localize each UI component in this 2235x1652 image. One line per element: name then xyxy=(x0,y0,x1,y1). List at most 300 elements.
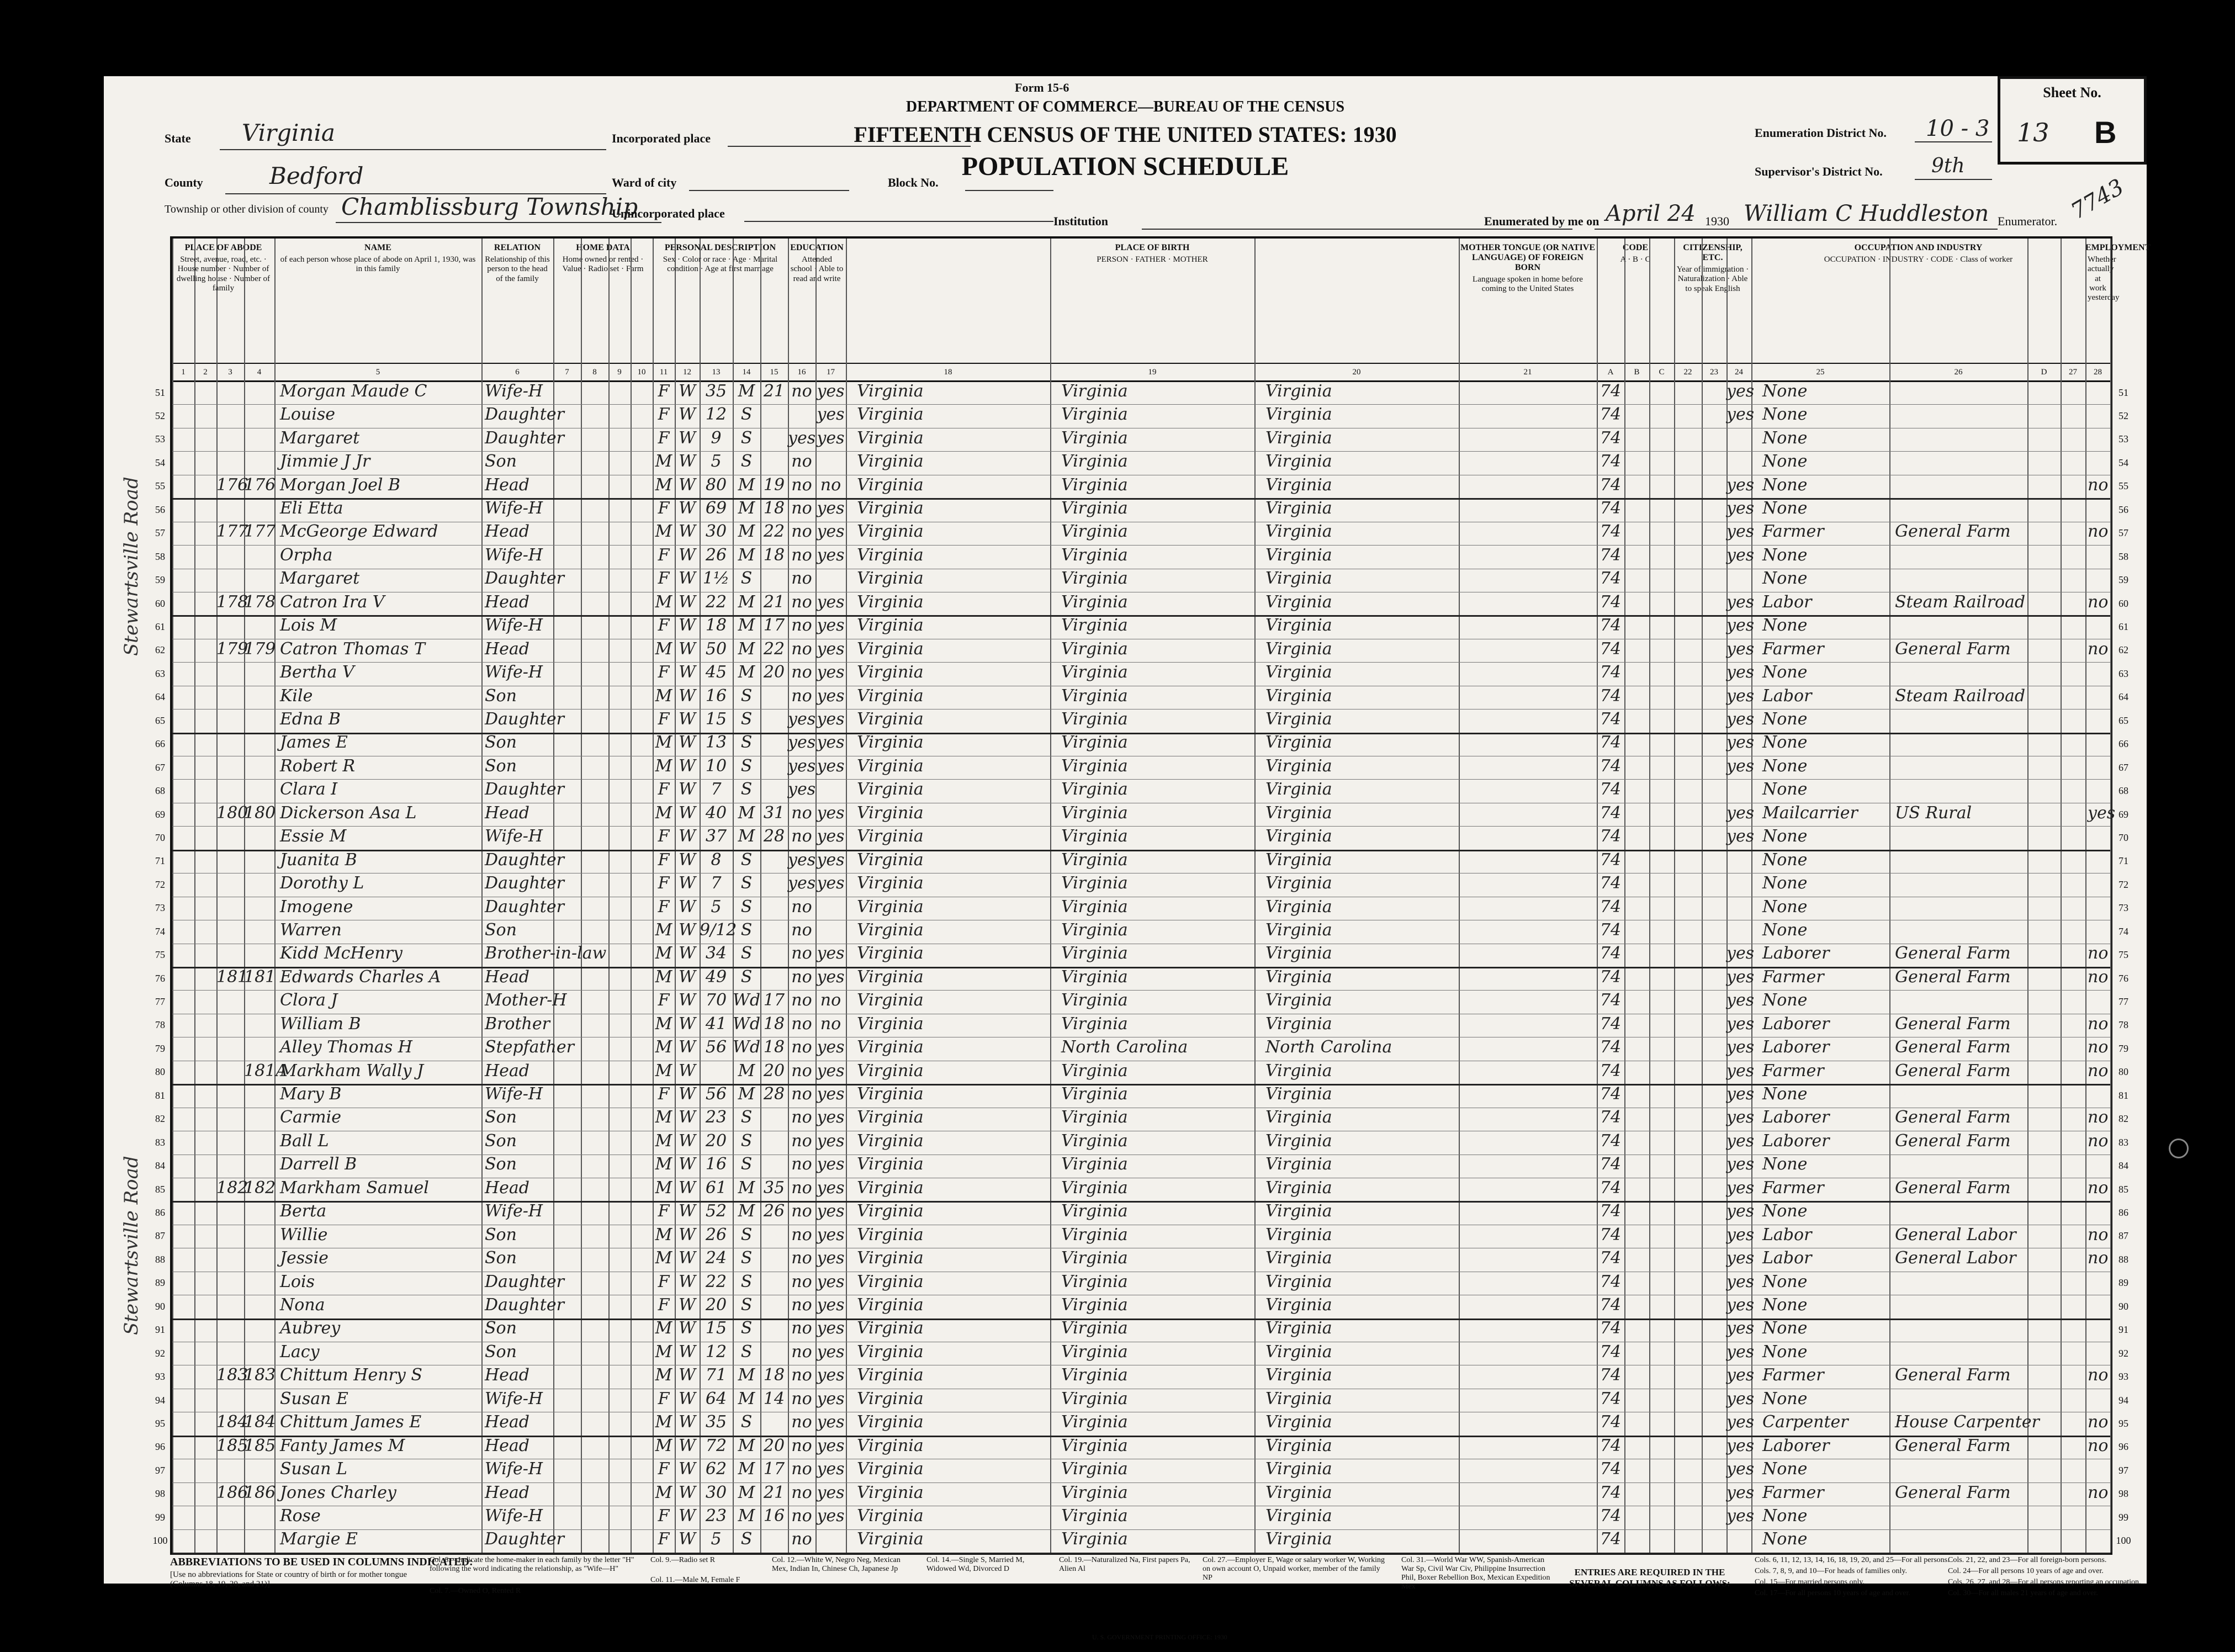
sex: F xyxy=(658,827,670,846)
code-a: 74 xyxy=(1600,920,1622,940)
birthplace-father: Virginia xyxy=(1061,944,1128,963)
age: 56 xyxy=(705,1037,727,1057)
column-number: 1 xyxy=(172,363,194,382)
person-name: Rose xyxy=(280,1506,321,1526)
sex: F xyxy=(658,1201,670,1221)
column-number: A xyxy=(1597,363,1624,382)
line-number-left: 81 xyxy=(155,1089,165,1101)
birthplace-father: Virginia xyxy=(1061,920,1128,940)
column-group-subtitle: Language spoken in home before coming to the United States xyxy=(1473,275,1583,294)
speak-english: yes xyxy=(1726,1131,1755,1151)
birthplace-father: Virginia xyxy=(1061,1529,1128,1549)
attended-school: no xyxy=(791,452,812,472)
person-name: Carmie xyxy=(280,1108,341,1127)
binder-hole xyxy=(2169,1139,2189,1158)
line-number-right: 59 xyxy=(2119,574,2128,586)
column-group-subtitle: Street, avenue, road, etc. · House number · Number of dwelling house · Number of family xyxy=(176,255,271,293)
column-number: 12 xyxy=(675,363,700,382)
age: 7 xyxy=(711,780,722,799)
marital: S xyxy=(740,967,753,987)
marital: S xyxy=(740,780,753,799)
race: W xyxy=(679,1014,696,1034)
read-write: yes xyxy=(817,827,845,846)
occupation: None xyxy=(1762,1272,1808,1291)
entries-6: Col. 24—For all persons 10 years of age and over. xyxy=(1948,1567,2104,1575)
birthplace-mother: Virginia xyxy=(1265,428,1332,448)
line-number-left: 57 xyxy=(155,527,165,539)
line-number-left: 92 xyxy=(155,1347,165,1359)
birthplace-father: Virginia xyxy=(1061,1342,1128,1362)
block-label: Block No. xyxy=(888,176,939,189)
attended-school: no xyxy=(791,499,812,518)
grid-vline xyxy=(2027,239,2029,1553)
relation: Son xyxy=(485,756,517,776)
line-number-right: 61 xyxy=(2119,621,2128,632)
speak-english: yes xyxy=(1726,1178,1755,1198)
birthplace-person: Virginia xyxy=(857,1342,924,1362)
column-group-header xyxy=(481,239,554,363)
column-number: 3 xyxy=(216,363,244,382)
column-group-subtitle: Year of immigration · Naturalization · Able to speak English xyxy=(1676,265,1749,293)
attended-school: yes xyxy=(788,709,816,729)
age: 20 xyxy=(705,1131,727,1151)
code-a: 74 xyxy=(1600,1108,1622,1127)
grid-vline xyxy=(172,239,173,1553)
sex: M xyxy=(655,475,672,495)
industry: General Farm xyxy=(1895,1037,2011,1057)
line-number-left: 66 xyxy=(155,738,165,750)
person-name: Morgan Joel B xyxy=(280,475,401,495)
column-number: 4 xyxy=(244,363,274,382)
person-name: Chittum Henry S xyxy=(280,1365,422,1385)
birthplace-mother: Virginia xyxy=(1265,545,1332,565)
person-name: McGeorge Edward xyxy=(280,522,438,542)
marital: S xyxy=(740,569,753,589)
first-marriage-age: 28 xyxy=(763,1084,785,1104)
column-group-title: MOTHER TONGUE (OR NATIVE LANGUAGE) OF FOREIGN BORN xyxy=(1460,243,1596,272)
birthplace-person: Virginia xyxy=(857,1482,924,1502)
veteran: no xyxy=(2088,1365,2109,1385)
grid-vline xyxy=(608,239,610,1553)
race: W xyxy=(679,1201,696,1221)
read-write: yes xyxy=(817,1389,845,1409)
age: 62 xyxy=(705,1459,727,1479)
speak-english: yes xyxy=(1726,1459,1755,1479)
birthplace-father: Virginia xyxy=(1061,616,1128,636)
person-name: Lois M xyxy=(280,616,337,636)
race: W xyxy=(679,499,696,518)
occupation: Laborer xyxy=(1762,1037,1830,1057)
relation: Son xyxy=(485,920,517,940)
birthplace-father: Virginia xyxy=(1061,545,1128,565)
occupation: None xyxy=(1762,780,1808,799)
birthplace-mother: Virginia xyxy=(1265,1131,1332,1151)
birthplace-mother: Virginia xyxy=(1265,381,1332,401)
line-number-left: 97 xyxy=(155,1464,165,1476)
marital: S xyxy=(740,1131,753,1151)
relation: Wife-H xyxy=(485,499,543,518)
attended-school: no xyxy=(791,803,812,823)
attended-school: no xyxy=(791,381,812,401)
first-marriage-age: 26 xyxy=(763,1201,785,1221)
birthplace-father: Virginia xyxy=(1061,475,1128,495)
institution-label: Institution xyxy=(1053,214,1109,228)
code-a: 74 xyxy=(1600,850,1622,870)
line-number-right: 92 xyxy=(2119,1347,2128,1359)
line-number-left: 52 xyxy=(155,410,165,422)
line-number-left: 90 xyxy=(155,1300,165,1312)
line-number-left: 61 xyxy=(155,621,165,632)
person-name: Margie E xyxy=(280,1529,358,1549)
line-number-left: 76 xyxy=(155,972,165,984)
sex: M xyxy=(655,1248,672,1268)
sheet-number-box xyxy=(1998,76,2147,165)
person-name: Jimmie J Jr xyxy=(280,452,370,472)
person-name: Clora J xyxy=(280,991,338,1010)
population-grid xyxy=(152,236,2151,1555)
occupation: None xyxy=(1762,452,1808,472)
occupation: Farmer xyxy=(1762,1365,1824,1385)
sex: F xyxy=(658,1459,670,1479)
person-name: Imogene xyxy=(280,897,353,917)
code-a: 74 xyxy=(1600,381,1622,401)
column-number: 8 xyxy=(581,363,608,382)
line-number-right: 55 xyxy=(2119,480,2128,492)
age: 5 xyxy=(711,1529,722,1549)
attended-school: no xyxy=(791,920,812,940)
grid-row-line xyxy=(172,1319,2110,1320)
code-a: 74 xyxy=(1600,897,1622,917)
occupation: Labor xyxy=(1762,592,1812,612)
age: 52 xyxy=(705,1201,727,1221)
birthplace-person: Virginia xyxy=(857,709,924,729)
birthplace-mother: Virginia xyxy=(1265,639,1332,659)
race: W xyxy=(679,616,696,636)
relation: Son xyxy=(485,1108,517,1127)
race: W xyxy=(679,897,696,917)
sex: M xyxy=(655,733,672,753)
grid-row-line xyxy=(172,1084,2110,1086)
marital: M xyxy=(738,827,755,846)
birthplace-father: Virginia xyxy=(1061,1248,1128,1268)
speak-english: yes xyxy=(1726,381,1755,401)
dwelling-number: 181 xyxy=(216,967,248,987)
grid-vline xyxy=(760,239,761,1553)
line-number-right: 60 xyxy=(2119,597,2128,609)
age: 80 xyxy=(705,475,727,495)
entries-4: Col. 17—For all persons 10 years of age and over. xyxy=(1755,1589,1910,1597)
grid-row-line xyxy=(172,850,2110,851)
occupation: Carpenter xyxy=(1762,1412,1849,1432)
sex: M xyxy=(655,1108,672,1127)
marital: S xyxy=(740,873,753,893)
line-number-left: 100 xyxy=(152,1535,168,1547)
speak-english: yes xyxy=(1726,1014,1755,1034)
family-number: 176 xyxy=(244,475,276,495)
person-name: Louise xyxy=(280,405,336,425)
marital: M xyxy=(738,1201,755,1221)
age: 23 xyxy=(705,1108,727,1127)
dwelling-number: 179 xyxy=(216,639,248,659)
code-a: 74 xyxy=(1600,522,1622,542)
person-name: Lacy xyxy=(280,1342,320,1362)
column-group-subtitle: A · B · C xyxy=(1620,255,1651,264)
race: W xyxy=(679,381,696,401)
marital: S xyxy=(740,405,753,425)
occupation: None xyxy=(1762,569,1808,589)
age: 5 xyxy=(711,452,722,472)
grid-vline xyxy=(194,239,195,1553)
dwelling-number: 184 xyxy=(216,1412,248,1432)
birthplace-mother: Virginia xyxy=(1265,1155,1332,1174)
race: W xyxy=(679,1037,696,1057)
line-number-left: 82 xyxy=(155,1113,165,1125)
birthplace-person: Virginia xyxy=(857,1389,924,1409)
speak-english: yes xyxy=(1726,592,1755,612)
relation: Head xyxy=(485,803,530,823)
first-marriage-age: 35 xyxy=(763,1178,785,1198)
family-number: 177 xyxy=(244,522,276,542)
age: 69 xyxy=(705,499,727,518)
column-number: 5 xyxy=(274,363,481,382)
birthplace-father: Virginia xyxy=(1061,452,1128,472)
person-name: Margaret xyxy=(280,428,360,448)
sex: M xyxy=(655,967,672,987)
family-number: 178 xyxy=(244,592,276,612)
birthplace-mother: Virginia xyxy=(1265,686,1332,706)
marital: S xyxy=(740,1319,753,1338)
column-number: 21 xyxy=(1459,363,1597,382)
age: 45 xyxy=(705,663,727,682)
column-group-subtitle: Relationship of this person to the head of the family xyxy=(485,255,550,283)
first-marriage-age: 20 xyxy=(763,663,785,682)
occupation: None xyxy=(1762,897,1808,917)
marital: S xyxy=(740,1248,753,1268)
veteran: no xyxy=(2088,1037,2109,1057)
birthplace-person: Virginia xyxy=(857,569,924,589)
birthplace-father: Virginia xyxy=(1061,1272,1128,1291)
code-a: 74 xyxy=(1600,803,1622,823)
code-a: 74 xyxy=(1600,1436,1622,1455)
grid-vline xyxy=(2061,239,2062,1553)
birthplace-person: Virginia xyxy=(857,1178,924,1198)
relation: Brother xyxy=(485,1014,550,1034)
line-number-left: 51 xyxy=(155,386,165,398)
column-group-title: EDUCATION xyxy=(790,243,844,252)
birthplace-mother: Virginia xyxy=(1265,616,1332,636)
line-number-right: 80 xyxy=(2119,1066,2128,1078)
occupation: None xyxy=(1762,381,1808,401)
code-a: 74 xyxy=(1600,944,1622,963)
code-a: 74 xyxy=(1600,1459,1622,1479)
age: 49 xyxy=(705,967,727,987)
industry: General Farm xyxy=(1895,1061,2011,1081)
birthplace-mother: Virginia xyxy=(1265,1178,1332,1198)
race: W xyxy=(679,1389,696,1409)
veteran: no xyxy=(2088,967,2109,987)
code-a: 74 xyxy=(1600,1365,1622,1385)
birthplace-father: Virginia xyxy=(1061,1084,1128,1104)
line-number-right: 89 xyxy=(2119,1277,2128,1289)
birthplace-person: Virginia xyxy=(857,1412,924,1432)
column-group-title: CITIZENSHIP, ETC. xyxy=(1683,243,1743,262)
person-name: Edna B xyxy=(280,709,341,729)
column-group-title: PLACE OF BIRTH xyxy=(1115,243,1190,252)
marital: M xyxy=(738,1061,755,1081)
dwelling-number: 180 xyxy=(216,803,248,823)
birthplace-person: Virginia xyxy=(857,522,924,542)
person-name: Bertha V xyxy=(280,663,354,682)
birthplace-mother: Virginia xyxy=(1265,475,1332,495)
relation: Wife-H xyxy=(485,1506,543,1526)
column-group-subtitle: of each person whose place of abode on April 1, 1930, was in this family xyxy=(280,255,476,274)
relation: Son xyxy=(485,686,517,706)
attended-school: no xyxy=(791,475,812,495)
industry: US Rural xyxy=(1895,803,1972,823)
birthplace-mother: Virginia xyxy=(1265,920,1332,940)
person-name: Morgan Maude C xyxy=(280,381,427,401)
marital: M xyxy=(738,1178,755,1198)
column-number: 15 xyxy=(760,363,788,382)
birthplace-mother: Virginia xyxy=(1265,756,1332,776)
ed-label: Enumeration District No. xyxy=(1755,126,1887,140)
occupation: None xyxy=(1762,616,1808,636)
first-marriage-age: 18 xyxy=(763,1014,785,1034)
enumerator-name: William C Huddleston xyxy=(1744,201,1989,226)
race: W xyxy=(679,873,696,893)
line-number-left: 78 xyxy=(155,1019,165,1031)
marital: Wd xyxy=(733,1037,761,1057)
line-number-left: 95 xyxy=(155,1417,165,1429)
line-number-left: 68 xyxy=(155,785,165,797)
person-name: Lois xyxy=(280,1272,315,1291)
first-marriage-age: 22 xyxy=(763,639,785,659)
person-name: Alley Thomas H xyxy=(280,1037,412,1057)
relation: Wife-H xyxy=(485,1389,543,1409)
speak-english: yes xyxy=(1726,499,1755,518)
occupation: None xyxy=(1762,1506,1808,1526)
marital: S xyxy=(740,920,753,940)
state-value: Virginia xyxy=(242,119,335,146)
person-name: Chittum James E xyxy=(280,1412,422,1432)
column-number: 9 xyxy=(608,363,631,382)
marital: Wd xyxy=(733,991,761,1010)
unincorporated-label: Unincorporated place xyxy=(612,206,725,220)
sex: F xyxy=(658,991,670,1010)
birthplace-mother: Virginia xyxy=(1265,1529,1332,1549)
speak-english: yes xyxy=(1726,1319,1755,1338)
race: W xyxy=(679,1319,696,1338)
code-a: 74 xyxy=(1600,616,1622,636)
industry: General Labor xyxy=(1895,1248,2016,1268)
attended-school: no xyxy=(791,1412,812,1432)
birthplace-person: Virginia xyxy=(857,1014,924,1034)
person-name: Kidd McHenry xyxy=(280,944,402,963)
attended-school: no xyxy=(791,545,812,565)
speak-english: yes xyxy=(1726,991,1755,1010)
marital: S xyxy=(740,452,753,472)
birthplace-father: Virginia xyxy=(1061,991,1128,1010)
veteran: no xyxy=(2088,1131,2109,1151)
occupation: None xyxy=(1762,827,1808,846)
attended-school: no xyxy=(791,1225,812,1245)
code-a: 74 xyxy=(1600,499,1622,518)
birthplace-father: Virginia xyxy=(1061,1389,1128,1409)
first-marriage-age: 21 xyxy=(763,1482,785,1502)
line-number-left: 70 xyxy=(155,832,165,843)
speak-english: yes xyxy=(1726,1342,1755,1362)
birthplace-person: Virginia xyxy=(857,1037,924,1057)
code-a: 74 xyxy=(1600,967,1622,987)
marital: M xyxy=(738,639,755,659)
grid-vline xyxy=(216,239,218,1553)
column-number: 22 xyxy=(1674,363,1702,382)
veteran: no xyxy=(2088,475,2109,495)
grid-vline xyxy=(1624,239,1625,1553)
read-write: yes xyxy=(817,1037,845,1057)
code-a: 74 xyxy=(1600,475,1622,495)
relation: Daughter xyxy=(485,780,564,799)
sex: M xyxy=(655,1131,672,1151)
footer-col19: Col. 19.—Naturalized Na, First papers Pa, Alien Al xyxy=(1059,1556,1190,1573)
read-write: yes xyxy=(817,663,845,682)
township-value: Chamblissburg Township xyxy=(341,193,638,220)
birthplace-father: North Carolina xyxy=(1061,1037,1188,1057)
sex: M xyxy=(655,1225,672,1245)
sheet-stamp: 7743 xyxy=(2067,174,2128,225)
census-title: FIFTEENTH CENSUS OF THE UNITED STATES: 1930 xyxy=(854,122,1397,147)
entries-3: Col. 15—For married persons only. xyxy=(1755,1578,1865,1586)
veteran: yes xyxy=(2088,803,2116,823)
birthplace-mother: Virginia xyxy=(1265,499,1332,518)
sex: M xyxy=(655,452,672,472)
birthplace-mother: Virginia xyxy=(1265,1436,1332,1455)
industry: General Farm xyxy=(1895,944,2011,963)
race: W xyxy=(679,545,696,565)
line-number-left: 85 xyxy=(155,1183,165,1195)
read-write: yes xyxy=(817,1272,845,1291)
footer-col31: Col. 31.—World War WW, Spanish-American War Sp, Civil War Civ, Philippine Insurrection Phil, Boxer Rebellion Box, Mexican Expedition Mex xyxy=(1401,1556,1550,1591)
read-write: yes xyxy=(817,616,845,636)
attended-school: no xyxy=(791,1201,812,1221)
relation: Head xyxy=(485,1412,530,1432)
line-number-right: 86 xyxy=(2119,1207,2128,1218)
birthplace-mother: Virginia xyxy=(1265,873,1332,893)
line-number-left: 93 xyxy=(155,1371,165,1383)
industry: General Farm xyxy=(1895,1178,2011,1198)
age: 40 xyxy=(705,803,727,823)
relation: Son xyxy=(485,1155,517,1174)
relation: Head xyxy=(485,1178,530,1198)
footer-col7: Col. 7.—Owned O, Rented R xyxy=(430,1587,521,1595)
dwelling-number: 186 xyxy=(216,1482,248,1502)
birthplace-father: Virginia xyxy=(1061,1459,1128,1479)
line-number-left: 91 xyxy=(155,1324,165,1336)
grid-vline xyxy=(1702,239,1703,1553)
line-number-left: 94 xyxy=(155,1394,165,1406)
occupation: None xyxy=(1762,850,1808,870)
speak-english: yes xyxy=(1726,522,1755,542)
column-group-header xyxy=(788,239,847,363)
birthplace-person: Virginia xyxy=(857,1108,924,1127)
race: W xyxy=(679,991,696,1010)
relation: Son xyxy=(485,1131,517,1151)
read-write: yes xyxy=(817,803,845,823)
relation: Daughter xyxy=(485,1272,564,1291)
birthplace-person: Virginia xyxy=(857,1365,924,1385)
birthplace-person: Virginia xyxy=(857,616,924,636)
age: 1½ xyxy=(702,569,730,589)
